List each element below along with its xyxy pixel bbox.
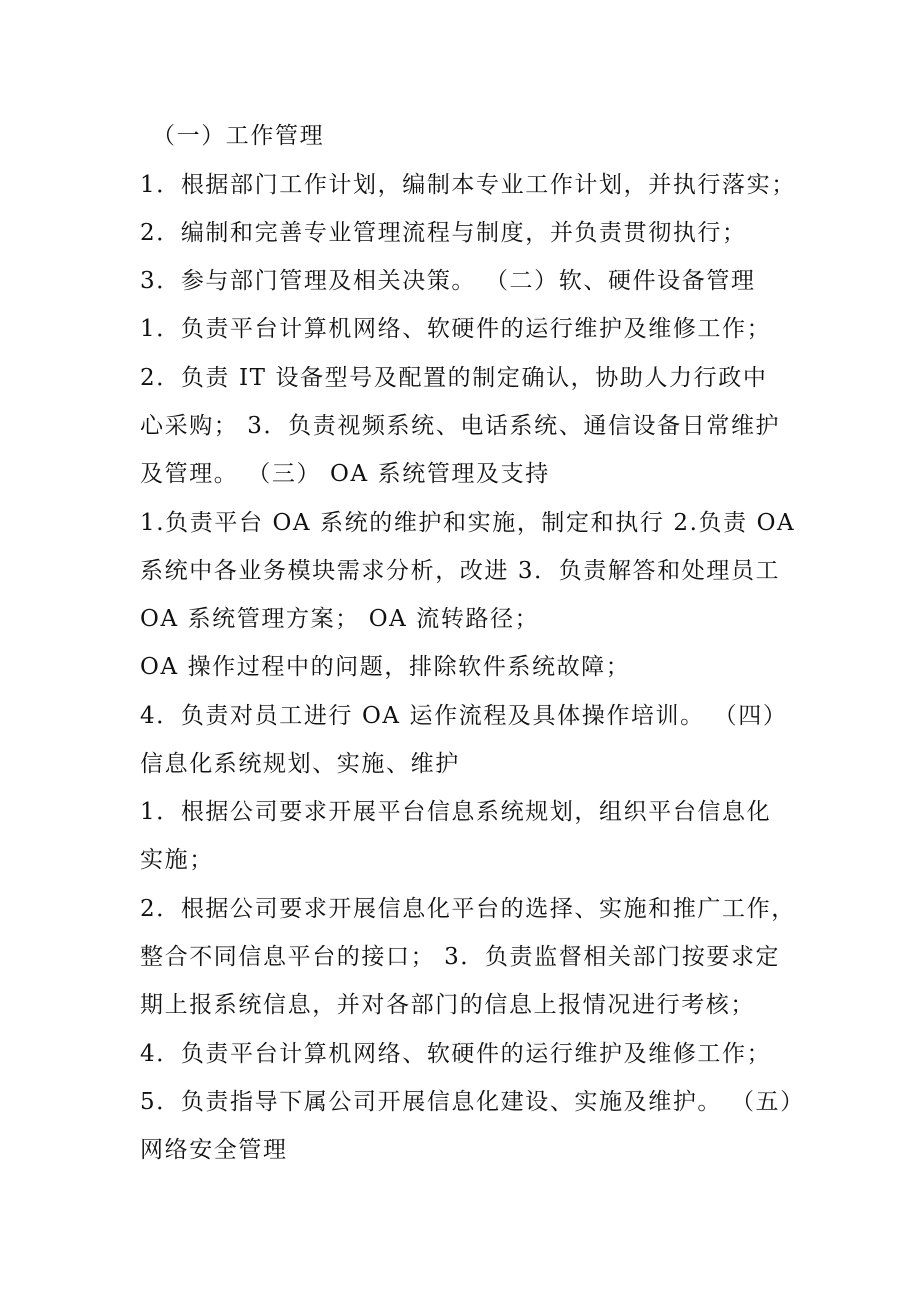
text-line: 5．负责指导下属公司开展信息化建设、实施及维护。 （五） [140,1089,805,1115]
text-line: 1．根据公司要求开展平台信息系统规划，组织平台信息化 [140,799,772,825]
text-line: 2．负责 IT 设备型号及配置的制定确认，协助人力行政中 [140,365,768,391]
text-line: 1.负责平台 OA 系统的维护和实施，制定和执行 2.负责 OA [140,510,796,536]
text-line: OA 系统管理方案； OA 流转路径； [140,606,540,632]
text-line: 1．根据部门工作计划，编制本专业工作计划，并执行落实； [140,172,796,198]
text-line: 2．编制和完善专业管理流程与制度，并负责贯彻执行； [140,220,747,246]
text-line: 系统中各业务模块需求分析，改进 3．负责解答和处理员工 [140,558,781,584]
text-line: 4．负责平台计算机网络、软硬件的运行维护及维修工作； [140,1041,772,1067]
text-line: OA 操作过程中的问题，排除软件系统故障； [140,654,631,680]
text-line: 1．负责平台计算机网络、软硬件的运行维护及维修工作； [140,316,772,342]
text-line: 网络安全管理 [140,1137,288,1163]
text-line: 实施； [140,847,214,873]
text-line: 心采购； 3．负责视频系统、电话系统、通信设备日常维护 [140,413,781,439]
section-heading-work-management: （一）工作管理 [152,123,325,149]
text-line: 及管理。 （三） OA 系统管理及支持 [140,461,550,487]
text-line: 信息化系统规划、实施、维护 [140,751,460,777]
text-line: 2．根据公司要求开展信息化平台的选择、实施和推广工作， [140,896,796,922]
text-line: 期上报系统信息，并对各部门的信息上报情况进行考核； [140,992,755,1018]
text-line: 4．负责对员工进行 OA 运作流程及具体操作培训。 （四） [140,703,788,729]
text-line: 整合不同信息平台的接口； 3．负责监督相关部门按要求定 [140,944,781,970]
text-line: 3．参与部门管理及相关决策。 （二）软、硬件设备管理 [140,268,756,294]
